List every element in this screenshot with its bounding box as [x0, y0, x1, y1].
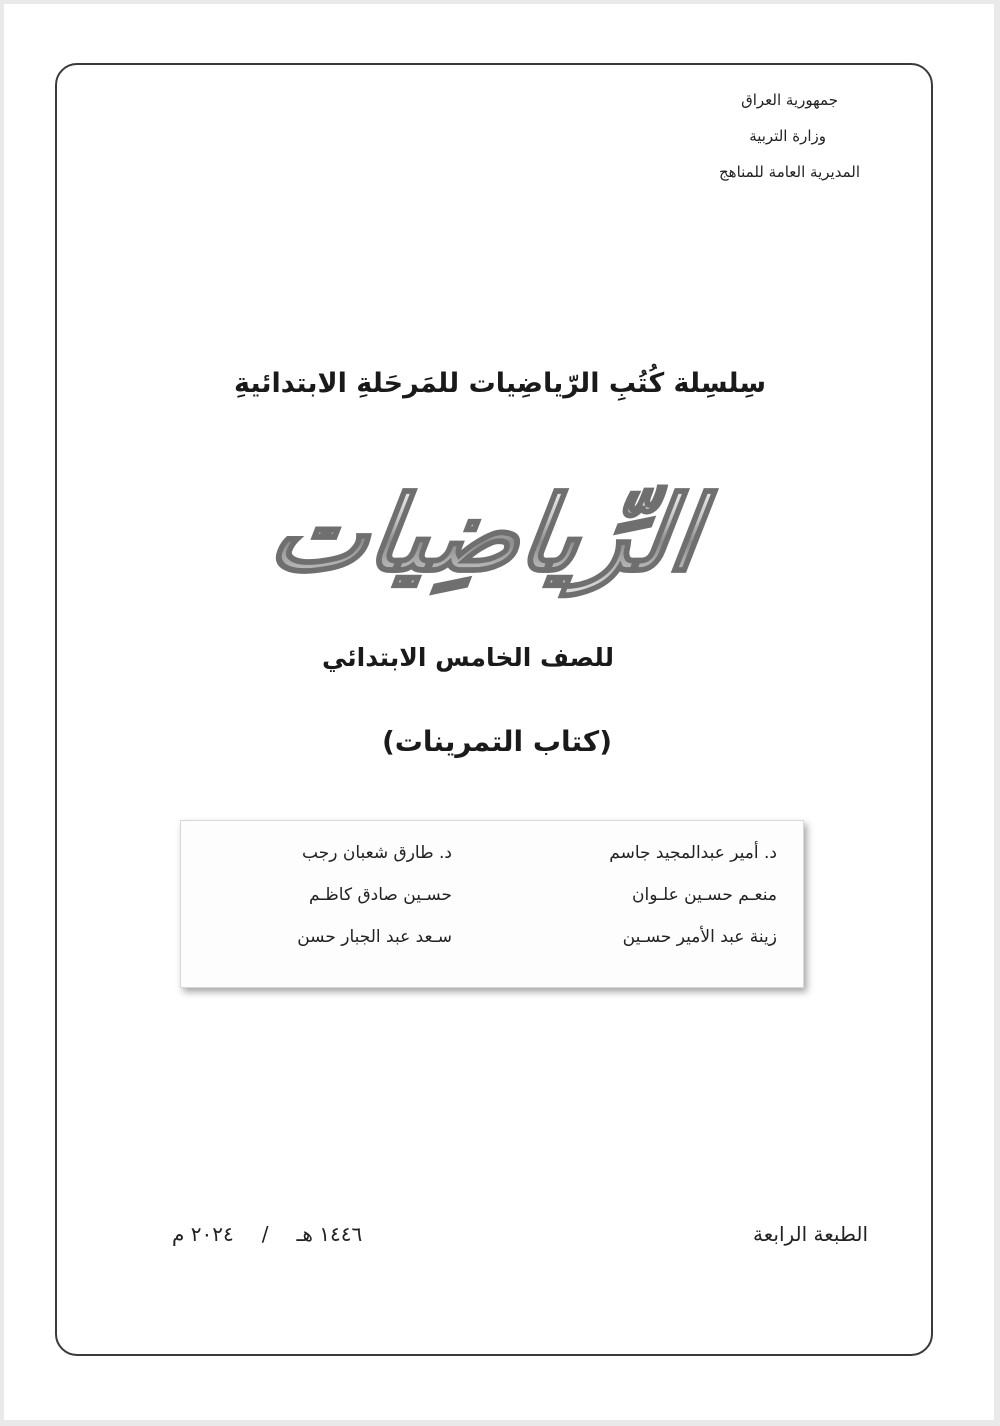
- author-name: زينة عبد الأمير حسـين: [622, 927, 777, 947]
- author-name: منعـم حسـين علـوان: [631, 885, 777, 905]
- math-title-logo: [200, 470, 760, 610]
- math-title-text: الرِّياضِيات: [262, 473, 708, 595]
- grade-label: للصف الخامس الابتدائي: [321, 643, 615, 672]
- directorate-name: المديرية العامة للمناهج: [718, 163, 860, 181]
- country-name: جمهورية العراق: [741, 91, 838, 109]
- author-name: د. طارق شعبان رجب: [302, 843, 452, 863]
- author-name: سـعد عبد الجبار حسن: [297, 927, 452, 947]
- hijri-year: ١٤٤٦ هـ: [296, 1222, 363, 1246]
- author-name: حسـين صادق كاظـم: [308, 885, 452, 905]
- ministry-header: [560, 82, 860, 190]
- book-type-label: (كتاب التمرينات): [381, 725, 613, 758]
- edition-label: الطبعة الرابعة: [753, 1222, 868, 1246]
- authors-box: [180, 820, 804, 988]
- ministry-name: وزارة التربية: [749, 127, 826, 145]
- series-title: سِلسِلة كُتُبِ الرّياضِيات للمَرحَلةِ الابتدائيةِ: [233, 368, 766, 399]
- gregorian-year: ٢٠٢٤ م: [172, 1222, 234, 1246]
- date-separator: /: [261, 1222, 269, 1246]
- author-name: د. أمير عبدالمجيد جاسم: [609, 843, 777, 863]
- publication-dates: [172, 1222, 362, 1246]
- page-border-frame: [55, 63, 933, 1356]
